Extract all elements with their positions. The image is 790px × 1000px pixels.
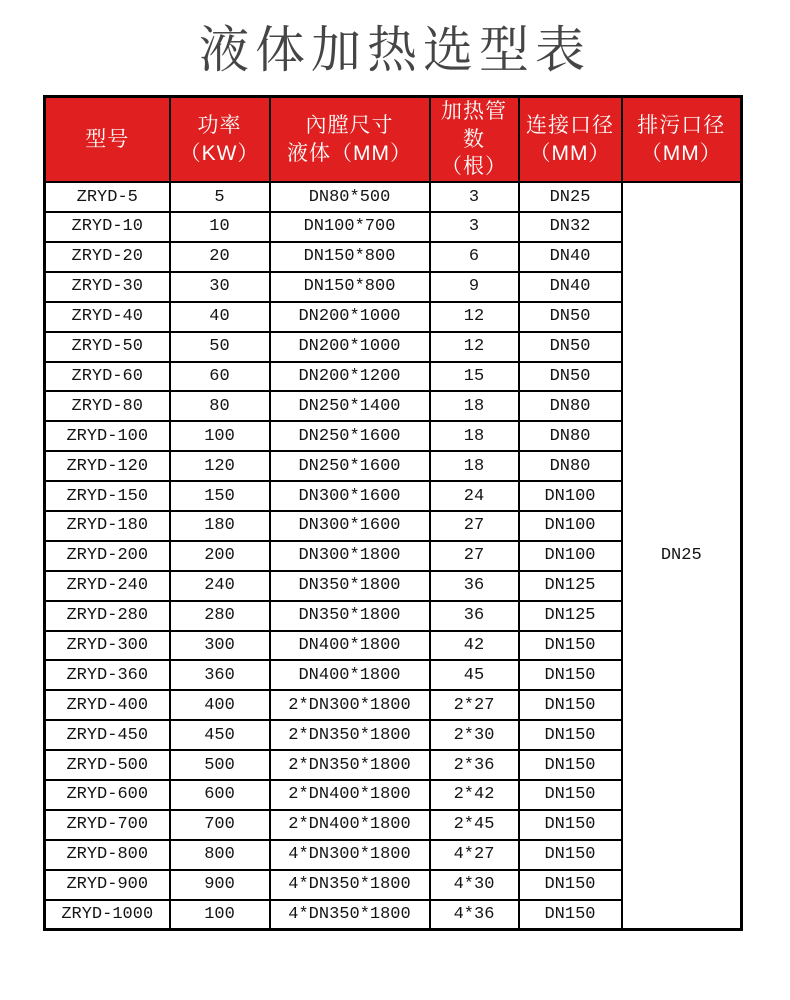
cell-connection: DN150 [519,810,622,840]
table-row [45,182,742,212]
cell-connection: DN150 [519,690,622,720]
cell-size: DN150*800 [270,242,430,272]
cell-power: 120 [170,451,270,481]
column-header-drain: 排污口径 （MM） [622,97,742,183]
cell-tubes: 2*45 [430,810,519,840]
cell-size: DN400*1800 [270,660,430,690]
cell-model: ZRYD-30 [45,272,170,302]
cell-tubes: 18 [430,391,519,421]
cell-size: DN350*1800 [270,601,430,631]
cell-size: 2*DN400*1800 [270,810,430,840]
column-header-tubes: 加热管数 （根） [430,97,519,183]
cell-power: 400 [170,690,270,720]
cell-connection: DN100 [519,541,622,571]
cell-model: ZRYD-100 [45,421,170,451]
cell-power: 150 [170,481,270,511]
cell-size: 2*DN300*1800 [270,690,430,720]
cell-power: 200 [170,541,270,571]
cell-model: ZRYD-60 [45,362,170,392]
table-body [45,182,742,929]
cell-size: DN250*1400 [270,391,430,421]
cell-connection: DN150 [519,900,622,930]
cell-connection: DN40 [519,272,622,302]
cell-size: 4*DN350*1800 [270,900,430,930]
cell-model: ZRYD-400 [45,690,170,720]
cell-power: 450 [170,720,270,750]
cell-tubes: 18 [430,451,519,481]
cell-power: 360 [170,660,270,690]
cell-connection: DN100 [519,481,622,511]
cell-size: DN80*500 [270,182,430,212]
cell-connection: DN125 [519,571,622,601]
cell-connection: DN100 [519,511,622,541]
cell-model: ZRYD-700 [45,810,170,840]
cell-power: 60 [170,362,270,392]
cell-tubes: 9 [430,272,519,302]
cell-tubes: 3 [430,212,519,242]
cell-model: ZRYD-300 [45,631,170,661]
cell-model: ZRYD-5 [45,182,170,212]
cell-model: ZRYD-800 [45,840,170,870]
cell-size: DN200*1200 [270,362,430,392]
cell-model: ZRYD-120 [45,451,170,481]
cell-tubes: 12 [430,302,519,332]
cell-size: DN200*1000 [270,302,430,332]
cell-size: DN300*1800 [270,541,430,571]
column-header-size: 內膛尺寸 液体（MM） [270,97,430,183]
cell-power: 300 [170,631,270,661]
cell-tubes: 18 [430,421,519,451]
column-header-power: 功率 （KW） [170,97,270,183]
cell-tubes: 4*27 [430,840,519,870]
cell-tubes: 3 [430,182,519,212]
cell-size: 2*DN350*1800 [270,750,430,780]
cell-power: 30 [170,272,270,302]
cell-size: 2*DN400*1800 [270,780,430,810]
cell-tubes: 4*30 [430,870,519,900]
cell-model: ZRYD-80 [45,391,170,421]
cell-size: 2*DN350*1800 [270,720,430,750]
cell-model: ZRYD-600 [45,780,170,810]
cell-power: 240 [170,571,270,601]
cell-tubes: 27 [430,541,519,571]
cell-power: 800 [170,840,270,870]
cell-power: 180 [170,511,270,541]
cell-tubes: 2*36 [430,750,519,780]
cell-tubes: 42 [430,631,519,661]
cell-power: 10 [170,212,270,242]
cell-power: 50 [170,332,270,362]
cell-connection: DN150 [519,631,622,661]
cell-connection: DN150 [519,870,622,900]
cell-size: 4*DN350*1800 [270,870,430,900]
cell-tubes: 36 [430,601,519,631]
cell-connection: DN150 [519,840,622,870]
cell-model: ZRYD-20 [45,242,170,272]
cell-model: ZRYD-180 [45,511,170,541]
cell-tubes: 15 [430,362,519,392]
header-row [45,97,742,183]
cell-power: 600 [170,780,270,810]
cell-model: ZRYD-900 [45,870,170,900]
cell-connection: DN25 [519,182,622,212]
cell-model: ZRYD-10 [45,212,170,242]
cell-power: 40 [170,302,270,332]
cell-connection: DN150 [519,750,622,780]
cell-power: 500 [170,750,270,780]
selection-table [43,95,743,931]
cell-connection: DN80 [519,451,622,481]
cell-size: 4*DN300*1800 [270,840,430,870]
cell-size: DN150*800 [270,272,430,302]
cell-size: DN300*1600 [270,511,430,541]
cell-tubes: 6 [430,242,519,272]
cell-power: 900 [170,870,270,900]
cell-drain-merged: DN25 [622,182,742,929]
cell-model: ZRYD-280 [45,601,170,631]
cell-model: ZRYD-360 [45,660,170,690]
cell-model: ZRYD-40 [45,302,170,332]
cell-power: 20 [170,242,270,272]
cell-connection: DN150 [519,780,622,810]
cell-power: 5 [170,182,270,212]
cell-tubes: 24 [430,481,519,511]
cell-model: ZRYD-150 [45,481,170,511]
column-header-connection: 连接口径 （MM） [519,97,622,183]
cell-model: ZRYD-500 [45,750,170,780]
cell-size: DN250*1600 [270,421,430,451]
cell-model: ZRYD-200 [45,541,170,571]
cell-connection: DN150 [519,720,622,750]
table-header [45,97,742,183]
cell-connection: DN125 [519,601,622,631]
cell-model: ZRYD-1000 [45,900,170,930]
cell-tubes: 27 [430,511,519,541]
cell-tubes: 4*36 [430,900,519,930]
cell-model: ZRYD-450 [45,720,170,750]
cell-tubes: 36 [430,571,519,601]
cell-tubes: 2*42 [430,780,519,810]
page-title: 液体加热选型表 [199,22,591,78]
cell-size: DN200*1000 [270,332,430,362]
cell-power: 280 [170,601,270,631]
cell-power: 100 [170,900,270,930]
cell-model: ZRYD-50 [45,332,170,362]
column-header-model: 型号 [45,97,170,183]
cell-tubes: 2*30 [430,720,519,750]
cell-size: DN300*1600 [270,481,430,511]
cell-connection: DN32 [519,212,622,242]
cell-tubes: 45 [430,660,519,690]
cell-size: DN100*700 [270,212,430,242]
cell-connection: DN150 [519,660,622,690]
cell-power: 700 [170,810,270,840]
cell-connection: DN80 [519,391,622,421]
cell-tubes: 12 [430,332,519,362]
cell-connection: DN40 [519,242,622,272]
cell-connection: DN80 [519,421,622,451]
cell-power: 100 [170,421,270,451]
cell-power: 80 [170,391,270,421]
cell-size: DN250*1600 [270,451,430,481]
cell-size: DN400*1800 [270,631,430,661]
cell-tubes: 2*27 [430,690,519,720]
cell-connection: DN50 [519,332,622,362]
cell-connection: DN50 [519,302,622,332]
cell-size: DN350*1800 [270,571,430,601]
cell-connection: DN50 [519,362,622,392]
cell-model: ZRYD-240 [45,571,170,601]
